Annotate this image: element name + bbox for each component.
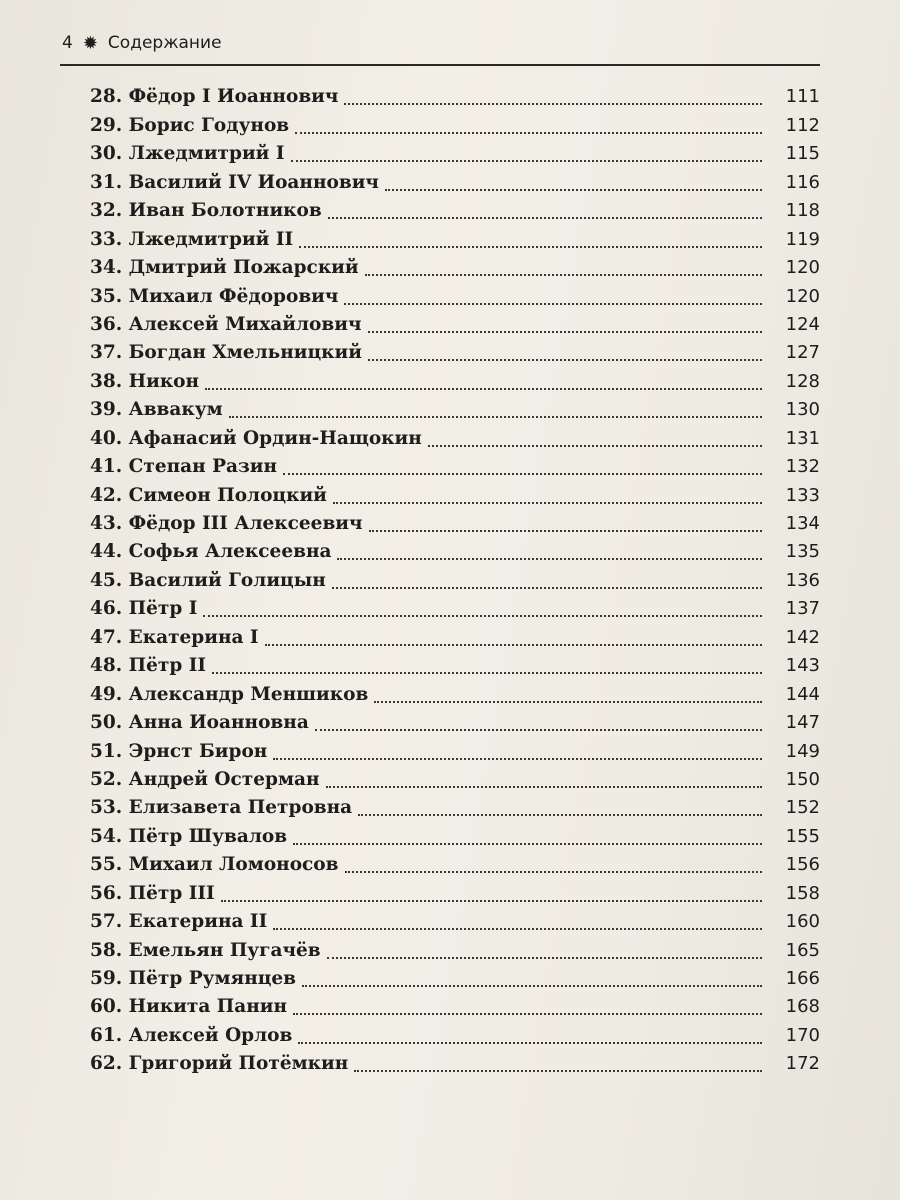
sun-ornament-icon: ✹ [82,32,98,54]
toc-entry-page: 158 [785,882,820,904]
dot-leader [293,843,762,845]
toc-entry-title: 54. Пётр Шувалов [90,825,288,847]
dot-leader [273,758,762,760]
toc-entry-page: 118 [785,200,820,222]
toc-entry-page: 152 [785,797,820,819]
toc-entry-page: 127 [785,342,820,364]
dot-leader [368,359,762,361]
toc-entry [90,480,820,508]
toc-entry-title: 45. Василий Голицын [90,569,326,591]
toc-entry-title: 61. Алексей Орлов [90,1024,293,1046]
dot-leader [291,160,763,162]
dot-leader [337,558,762,560]
toc-entry [90,110,820,138]
toc-entry-title: 51. Эрнст Бирон [90,740,268,762]
toc-entry-title: 37. Богдан Хмельницкий [90,342,362,364]
toc-entry-title: 44. Софья Алексеевна [90,541,332,563]
toc-entry-page: 134 [785,513,820,534]
toc-entry [90,907,820,935]
toc-entry [90,622,820,650]
toc-entry [90,338,820,366]
dot-leader [221,900,762,902]
toc-entry-title: 53. Елизавета Петровна [90,797,353,819]
dot-leader [212,672,762,674]
toc-entry-page: 132 [785,456,820,478]
toc-entry-page: 156 [785,854,820,876]
toc-entry [90,253,820,281]
toc-entry-title: 29. Борис Годунов [90,114,290,136]
toc-entry-title: 52. Андрей Остерман [90,768,320,790]
dot-leader [354,1070,762,1072]
toc-entry-title: 62. Григорий Потёмкин [90,1053,349,1075]
dot-leader [203,615,762,617]
toc-entry [90,736,820,764]
toc-entry-page: 150 [785,768,820,790]
toc-entry-title: 38. Никон [90,370,200,392]
toc-entry [90,708,820,736]
dot-leader [326,786,762,788]
toc-entry-page: 142 [785,626,820,648]
toc-entry-title: 50. Анна Иоанновна [90,712,309,734]
dot-leader [333,502,762,504]
toc-entry-page: 136 [785,569,820,591]
dot-leader [315,729,762,731]
table-of-contents [90,82,820,1077]
toc-entry [90,82,820,110]
dot-leader [205,388,762,390]
toc-entry [90,167,820,195]
dot-leader [283,473,762,475]
toc-entry [90,594,820,622]
toc-entry-title: 34. Дмитрий Пожарский [90,257,359,279]
toc-entry-page: 119 [785,228,820,250]
toc-entry-title: 33. Лжедмитрий II [90,228,294,250]
toc-entry-page: 128 [785,370,820,392]
toc-entry-page: 111 [785,86,820,108]
toc-entry [90,452,820,480]
toc-entry-title: 49. Александр Меншиков [90,683,369,705]
toc-entry [90,850,820,878]
toc-entry [90,878,820,906]
toc-entry [90,395,820,423]
toc-entry-title: 58. Емельян Пугачёв [90,939,321,961]
dot-leader [299,246,762,248]
toc-entry-page: 143 [785,655,820,677]
toc-entry-page: 120 [785,285,820,307]
toc-entry [90,1049,820,1077]
toc-entry [90,224,820,252]
toc-entry [90,366,820,394]
dot-leader [345,871,763,873]
toc-entry-page: 144 [785,683,820,705]
toc-entry-title: 35. Михаил Фёдорович [90,285,339,307]
toc-entry-title: 56. Пётр III [90,882,215,904]
dot-leader [298,1042,762,1044]
toc-entry-page: 135 [785,541,820,563]
toc-entry-page: 160 [785,911,820,933]
toc-entry [90,821,820,849]
toc-entry [90,765,820,793]
toc-entry [90,651,820,679]
toc-entry [90,1020,820,1048]
toc-entry-title: 32. Иван Болотников [90,200,322,222]
toc-entry-title: 47. Екатерина I [90,626,259,648]
toc-entry-title: 39. Аввакум [90,399,223,421]
toc-entry-page: 115 [785,143,820,165]
dot-leader [327,957,762,959]
toc-entry-page: 165 [785,939,820,961]
toc-entry-page: 168 [785,996,820,1018]
toc-entry-page: 155 [785,825,820,847]
toc-entry [90,935,820,963]
page-number: 4 [62,33,73,53]
toc-entry-title: 55. Михаил Ломоносов [90,854,339,876]
toc-entry-page: 172 [785,1053,820,1075]
dot-leader [344,303,762,305]
toc-entry-title: 31. Василий IV Иоаннович [90,171,379,193]
toc-entry-page: 137 [785,598,820,620]
dot-leader [369,530,762,532]
toc-entry [90,565,820,593]
dot-leader [295,132,762,134]
toc-entry-page: 170 [785,1024,820,1046]
toc-entry-title: 59. Пётр Румянцев [90,968,297,989]
dot-leader [344,103,762,105]
dot-leader [374,701,762,703]
toc-entry-page: 124 [785,313,820,335]
toc-entry-title: 36. Алексей Михайлович [90,313,362,335]
toc-entry-title: 48. Пётр II [90,655,207,677]
toc-entry-title: 60. Никита Панин [90,996,288,1018]
toc-entry [90,537,820,565]
dot-leader [385,189,762,191]
toc-entry [90,992,820,1020]
toc-entry-page: 147 [785,712,820,734]
toc-entry-page: 112 [785,114,820,136]
dot-leader [229,416,762,418]
dot-leader [358,814,762,816]
dot-leader [273,928,762,930]
toc-entry-page: 116 [785,171,820,193]
toc-entry-page: 133 [785,484,820,506]
toc-entry-title: 41. Степан Разин [90,456,278,478]
toc-entry-page: 131 [785,427,820,449]
toc-entry [90,679,820,707]
dot-leader [293,1013,762,1015]
toc-entry [90,423,820,451]
dot-leader [332,587,762,589]
toc-entry-page: 166 [785,968,820,989]
dot-leader [328,217,762,219]
running-header [62,28,822,58]
section-title: Содержание [107,33,222,53]
dot-leader [368,331,762,333]
toc-entry-page: 130 [785,399,820,421]
toc-entry [90,139,820,167]
toc-entry-title: 42. Симеон Полоцкий [90,484,327,506]
toc-entry [90,281,820,309]
toc-entry [90,509,820,537]
toc-entry-title: 28. Фёдор I Иоаннович [90,86,339,108]
toc-entry-title: 46. Пётр I [90,598,198,620]
toc-entry [90,964,820,992]
toc-entry-page: 120 [785,257,820,279]
header-rule [60,64,820,66]
toc-entry [90,310,820,338]
dot-leader [265,644,762,646]
toc-entry-page: 149 [785,740,820,762]
toc-entry-title: 57. Екатерина II [90,911,268,933]
toc-entry-title: 43. Фёдор III Алексеевич [90,513,363,534]
dot-leader [365,274,762,276]
toc-entry [90,196,820,224]
toc-entry-title: 40. Афанасий Ордин-Нащокин [90,427,422,449]
dot-leader [428,445,762,447]
toc-entry [90,793,820,821]
toc-entry-title: 30. Лжедмитрий I [90,143,285,165]
dot-leader [302,985,762,987]
